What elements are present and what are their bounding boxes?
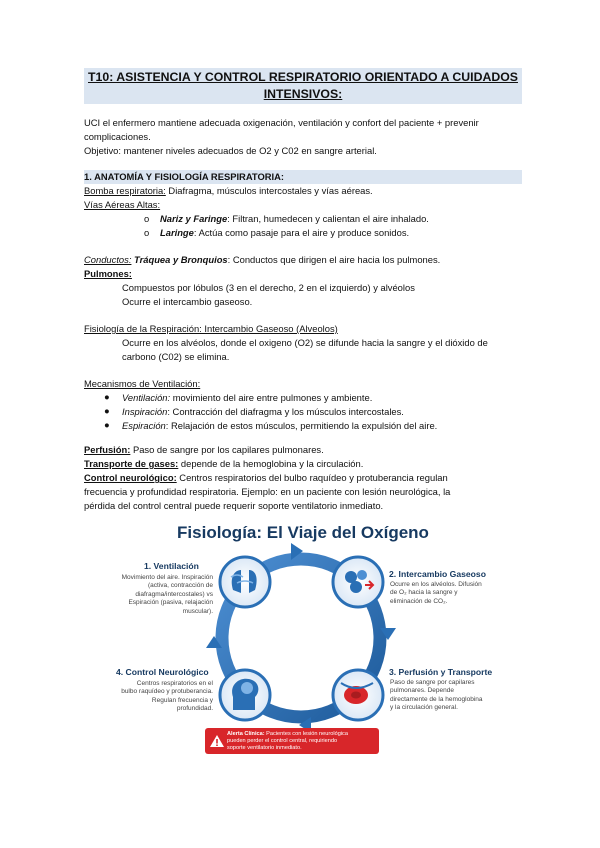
- alert-line: soporte ventilatorio inmediato.: [227, 744, 302, 751]
- section-heading: 1. ANATOMÍA Y FISIOLOGÍA RESPIRATORIA:: [84, 171, 285, 182]
- laringe-label: Laringe: [160, 227, 194, 238]
- title-line-2: INTENSIVOS:: [263, 87, 343, 101]
- objective-line: Objetivo: mantener niveles adecuados de O2 y C02 en sangre arterial.: [84, 145, 377, 156]
- nariz-label: Nariz y Faringe: [160, 213, 228, 224]
- mecanismos-label: Mecanismos de Ventilación:: [84, 378, 201, 389]
- step-2-line: Ocurre en los alvéolos. Difusión: [390, 581, 482, 588]
- bullet-dot: ●: [104, 391, 110, 402]
- ventilacion-text: movimiento del aire entre pulmones y ambiente.: [170, 392, 373, 403]
- pulmones-line-1: Compuestos por lóbulos (3 en el derecho, 2 en el izquierdo) y alvéolos: [122, 282, 415, 293]
- perfusion-label: Perfusión:: [84, 444, 131, 455]
- bomba-text: Diafragma, músculos intercostales y vías aéreas.: [165, 185, 373, 196]
- vias-line: [84, 198, 160, 212]
- espiracion-line: [122, 419, 437, 433]
- warning-icon: [209, 734, 225, 748]
- inspiracion-line: [122, 405, 404, 419]
- step-1-line: diafragma/intercostales) vs: [135, 590, 213, 598]
- perfusion-line: [84, 443, 324, 457]
- alert-text: [227, 731, 375, 751]
- step-3-text: [390, 679, 520, 713]
- bomba-label: Bomba respiratoria:: [84, 185, 166, 196]
- bullet-dot: ●: [104, 405, 110, 416]
- step-3-line: pulmonares. Depende: [390, 687, 454, 695]
- step-3-line: directamente de la hemoglobina: [390, 695, 483, 703]
- intro-line-1: UCI el enfermero mantiene adecuada oxigenación, ventilación y confort del paciente + prevenir: [84, 117, 479, 128]
- conductos-line: [84, 253, 440, 267]
- clinical-alert-box: [205, 728, 379, 754]
- step-2-title: 2. Intercambio Gaseoso: [389, 569, 486, 579]
- control-line-3: pérdida del control central puede requerir soporte ventilatorio inmediato.: [84, 500, 384, 511]
- bullet-circle: o: [144, 227, 150, 238]
- inspiracion-text: : Contracción del diafragma y los músculos intercostales.: [167, 406, 404, 417]
- oxygen-journey-infographic: [83, 515, 523, 765]
- control-text: Centros respiratorios del bulbo raquídeo y protuberancia regulan: [176, 472, 448, 483]
- step-2-line: de O₂ hacia la sangre y: [390, 589, 458, 597]
- brain-head-icon: [220, 670, 270, 720]
- inspiracion-label: Inspiración: [122, 406, 168, 417]
- step-1-line: Espiración (pasiva, relajación: [128, 599, 213, 607]
- step-4-text: [91, 680, 213, 714]
- fisio-label: Fisiología de la Respiración: Intercambio Gaseoso (Alveolos): [84, 323, 338, 334]
- transporte-text: depende de la hemoglobina y la circulación.: [178, 458, 364, 469]
- step-4-line: Centros respiratorios en el: [136, 680, 213, 687]
- lungs-wind-icon: [220, 557, 270, 607]
- step-4-line: profundidad.: [176, 705, 213, 713]
- step-3-line: y la circulación general.: [390, 704, 458, 712]
- transporte-line: [84, 457, 363, 471]
- fisio-line-2: carbono (C02) se elimina.: [122, 351, 230, 362]
- bullet-circle: o: [144, 213, 150, 224]
- bomba-line: [84, 184, 373, 198]
- espiracion-label: Espiración: [122, 420, 166, 431]
- alert-line: Pacientes con lesión neurológica: [264, 731, 348, 737]
- alveoli-exchange-icon: [333, 557, 383, 607]
- conductos-label: Conductos:: [84, 254, 132, 265]
- step-1-title: 1. Ventilación: [144, 561, 199, 571]
- nariz-text: : Filtran, humedecen y calientan el aire inhalado.: [227, 213, 429, 224]
- control-line-1: [84, 471, 448, 485]
- step-1-line: Movimiento del aire. Inspiración: [121, 574, 213, 581]
- step-1-line: muscular).: [182, 607, 213, 615]
- step-4-line: bulbo raquídeo y protuberancia.: [121, 688, 213, 696]
- conductos-label-2: Tráquea y Bronquios: [131, 254, 228, 265]
- document-title: [84, 68, 522, 104]
- bullet-dot: ●: [104, 419, 110, 430]
- control-label: Control neurológico:: [84, 472, 177, 483]
- espiracion-text: : Relajación de estos músculos, permitiendo la expulsión del aire.: [165, 420, 438, 431]
- step-3-line: Paso de sangre por capilares: [390, 679, 475, 686]
- step-2-line: eliminación de CO₂.: [390, 597, 448, 605]
- alert-line: pueden perder el control central, requiriendo: [227, 737, 338, 744]
- ventilacion-label: Ventilación:: [122, 392, 171, 403]
- pulmones-label: Pulmones:: [84, 268, 132, 279]
- step-1-line: (activa, contracción de: [147, 582, 213, 590]
- ventilacion-line: [122, 391, 372, 405]
- pulmones-line-2: Ocurre el intercambio gaseoso.: [122, 296, 253, 307]
- intro-line-2: complicaciones.: [84, 131, 151, 142]
- step-2-text: [390, 581, 520, 606]
- perfusion-text: Paso de sangre por los capilares pulmonares.: [130, 444, 324, 455]
- step-1-text: [91, 574, 213, 616]
- alert-label: Alerta Clínica:: [227, 731, 265, 737]
- infographic-title: Fisiología: El Viaje del Oxígeno: [177, 523, 429, 542]
- vias-label: Vías Aéreas Altas:: [84, 199, 161, 210]
- laringe-line: [160, 226, 409, 240]
- fisio-line-1: Ocurre en los alvéolos, donde el oxigeno (O2) se difunde hacia la sangre y el dióxido de: [122, 337, 488, 348]
- nariz-line: [160, 212, 429, 226]
- title-line-1: T10: ASISTENCIA Y CONTROL RESPIRATORIO ORIENTADO A CUIDADOS: [88, 70, 518, 84]
- step-4-line: Regulan frecuencia y: [151, 696, 213, 704]
- step-4-title: 4. Control Neurológico: [116, 667, 209, 677]
- transporte-label: Transporte de gases:: [84, 458, 179, 469]
- step-3-title: 3. Perfusión y Transporte: [389, 667, 493, 677]
- laringe-text: : Actúa como pasaje para el aire y produce sonidos.: [193, 227, 410, 238]
- blood-cell-icon: [333, 670, 383, 720]
- conductos-text: : Conductos que dirigen el aire hacia los pulmones.: [227, 254, 441, 265]
- control-line-2: frecuencia y profundidad respiratoria. Ejemplo: en un paciente con lesión neurológica, la: [84, 486, 451, 497]
